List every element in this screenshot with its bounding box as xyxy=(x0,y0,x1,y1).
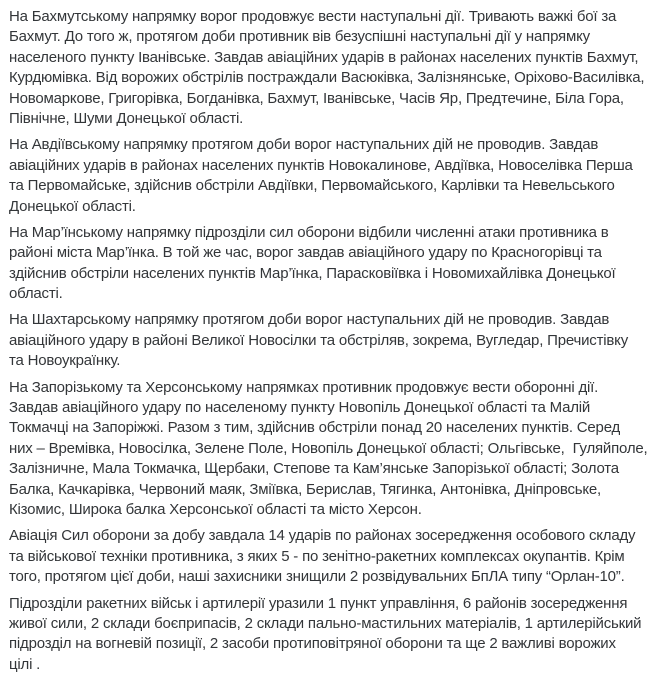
text-line: цілі . xyxy=(9,655,41,673)
text-line: Балка, Качкарівка, Червоний маяк, Зміївка, Берислав, Тягинка, Антонівка, Дніпровське, xyxy=(9,480,602,498)
text-line: та Новоукраїнку. xyxy=(9,352,121,370)
text-line: Донецької області. xyxy=(9,197,136,215)
text-line: На Запорізькому та Херсонському напрямках противник продовжує вести оборонні дії. xyxy=(9,378,599,396)
text-line: Новомаркове, Григорівка, Богданівка, Бахмут, Іванівське, Часів Яр, Предтечине, Біла Гора, xyxy=(9,89,624,107)
text-line: Токмачці на Запоріжжі. Разом з тим, здійснив обстріли понад 20 населених пунктів. Серед xyxy=(9,419,621,437)
text-line: них – Времівка, Новосілка, Зелене Поле, Новопіль Донецької області; Ольгівське, Гуляйполе, xyxy=(9,439,648,457)
text-line: Завдав авіаційного удару по населеному пункту Новопіль Донецької області та Малій xyxy=(9,399,591,417)
text-line: На Бахмутському напрямку ворог продовжує вести наступальні дії. Тривають важкі бої за xyxy=(9,8,617,25)
text-line: області. xyxy=(9,285,63,303)
report-paragraph-bakhmut-direction xyxy=(9,7,658,129)
text-line: того, протягом цієї доби, наші захисники знищили 2 розвідувальних БпЛА типу “Орлан-10”. xyxy=(9,568,625,586)
text-line: та військової техніки противника, з яких 5 - по зенітно-ракетних комплексах окупантів. Крім xyxy=(9,547,625,565)
text-line: здійснив обстріли населених пунктів Мар’їнка, Парасковіївка і Новомихайлівка Донецької xyxy=(9,264,616,282)
text-line: Курдюмівка. Від ворожих обстрілів постраждали Васюківка, Залізнянське, Оріхово-Василівка, xyxy=(9,69,645,87)
text-line: населеного пункту Іванівське. Завдав авіаційних ударів в районах населених пунктів Бахмут, xyxy=(9,48,639,66)
report-paragraph-avdiivka-direction xyxy=(9,135,658,217)
text-line: підрозділ на вогневій позиції, 2 засоби протиповітряної оборони та ще 2 важливі ворожих xyxy=(9,635,616,653)
report-paragraph-marinka-direction xyxy=(9,223,658,305)
report-paragraph-defense-aviation xyxy=(9,526,658,587)
text-line: Підрозділи ракетних військ і артилерії уразили 1 пункт управління, 6 районів зосередження xyxy=(9,594,628,612)
text-line: Північне, Шуми Донецької області. xyxy=(9,109,244,127)
report-paragraph-shakhtarske-direction xyxy=(9,310,658,371)
text-line: На Мар’їнському напрямку підрозділи сил оборони відбили численні атаки противника в xyxy=(9,223,609,241)
text-line: На Авдіївському напрямку протягом доби ворог наступальних дій не проводив. Завдав xyxy=(9,136,599,154)
report-paragraph-missile-artillery-units xyxy=(9,594,658,675)
text-line: живої сили, 2 склади боєприпасів, 2 склади пально-мастильних матеріалів, 1 артилерійський xyxy=(9,614,642,632)
text-line: Кізомис, Широка балка Херсонської області та місто Херсон. xyxy=(9,500,422,518)
text-line: та Первомайське, здійснив обстріли Авдіївки, Первомайського, Карлівки та Невельського xyxy=(9,177,615,195)
text-line: На Шахтарському напрямку протягом доби ворог наступальних дій не проводив. Завдав xyxy=(9,311,610,329)
report-body xyxy=(9,7,658,675)
text-line: районі міста Мар’їнка. В той же час, ворог завдав авіаційного удару по Красногорівці та xyxy=(9,244,602,262)
text-line: авіаційних ударів в районах населених пунктів Новокалинове, Авдіївка, Новоселівка Перша xyxy=(9,156,633,174)
report-paragraph-zaporizhzhia-kherson-direction xyxy=(9,378,658,521)
text-line: авіаційного удару в районі Великої Новосілки та обстріляв, зокрема, Вугледар, Пречистівку xyxy=(9,331,628,349)
text-line: Залізничне, Мала Токмачка, Щербаки, Степове та Кам’янське Запорізької області; Золота xyxy=(9,460,619,478)
text-line: Бахмут. До того ж, протягом доби противник вів безуспішні наступальні дії у напрямку xyxy=(9,28,590,46)
text-line: Авіація Сил оборони за добу завдала 14 ударів по районах зосередження особового складу xyxy=(9,527,636,545)
